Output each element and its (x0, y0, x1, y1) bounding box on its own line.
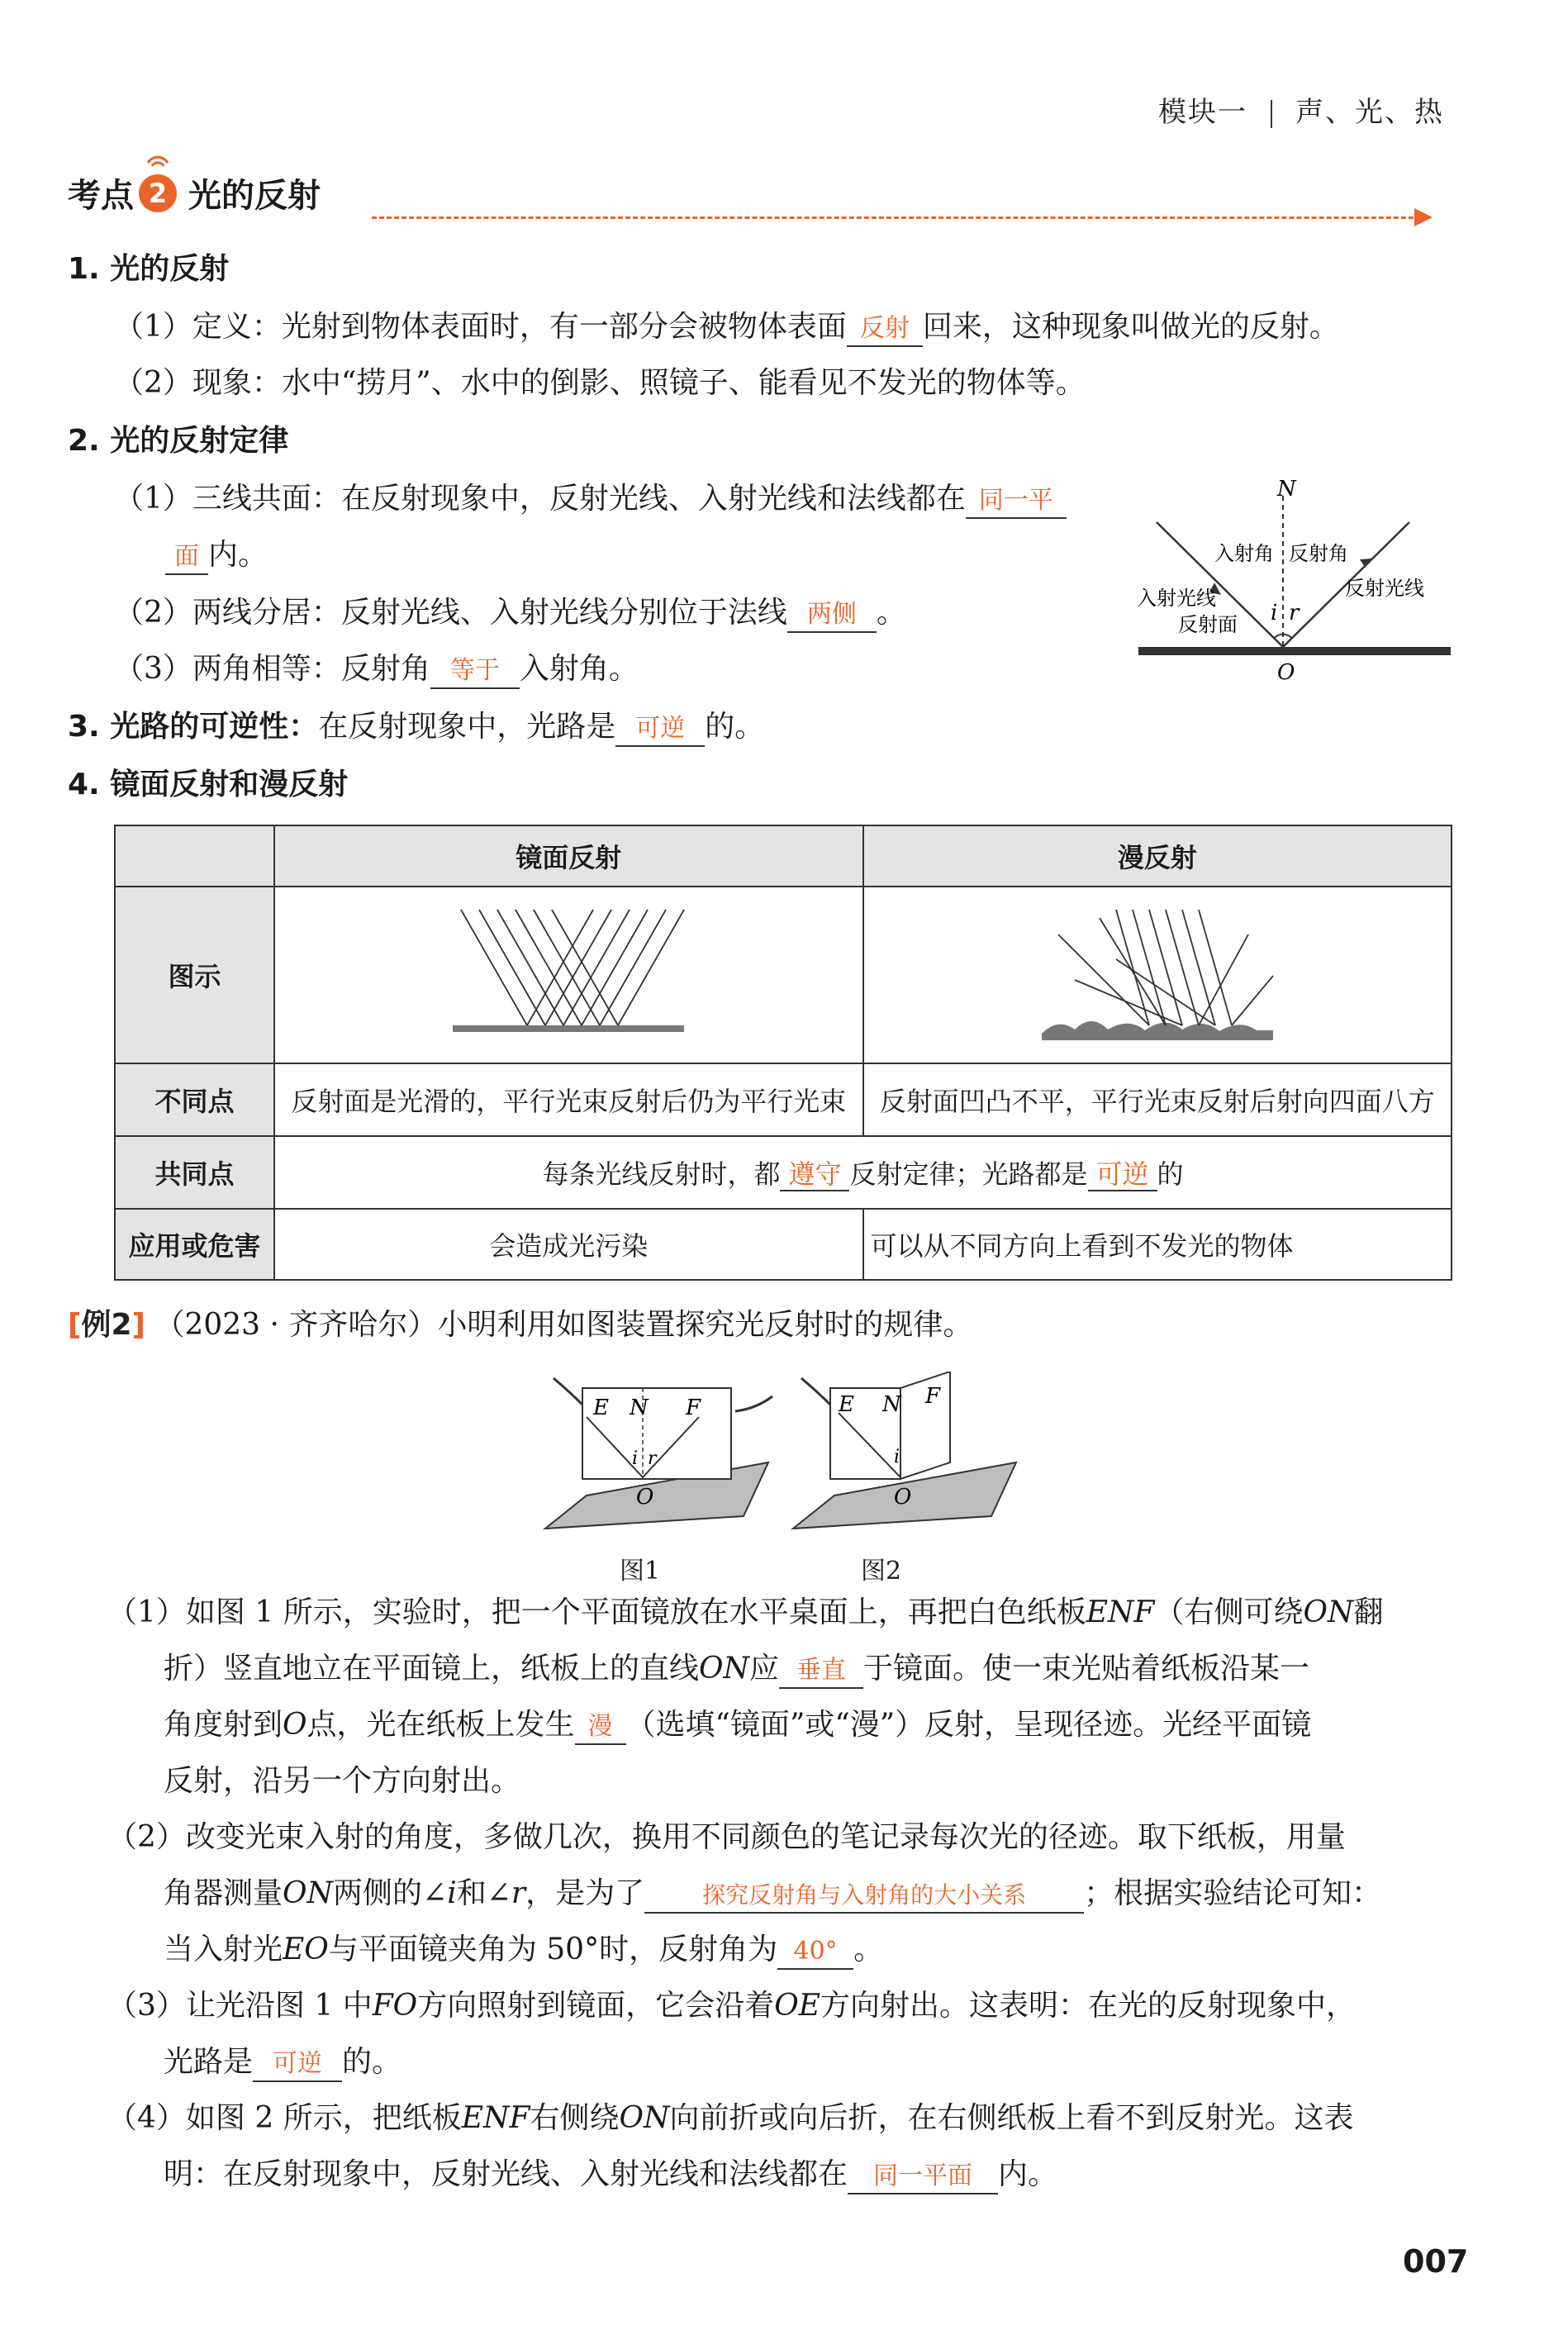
angle-i-label: i (1271, 601, 1278, 625)
q2-line1: （2）改变光束入射的角度，多做几次，换用不同颜色的笔记录每次光的径迹。取下纸板，用量 (107, 1820, 1346, 1854)
incident-angle-label: 入射角 (1214, 542, 1274, 565)
section-name: 光的反射 (188, 177, 321, 215)
title-arrow-icon (1414, 208, 1433, 226)
answer-blank: 漫 (575, 1710, 626, 1745)
answer-blank: 可逆 (615, 712, 705, 747)
answer-blank: 同一平面 (848, 2160, 998, 2194)
table-row (115, 825, 1452, 887)
reflect-ray-label: 反射光线 (1345, 577, 1424, 600)
normal-label: N (1277, 479, 1296, 502)
answer-blank: 探究反射角与入射角的大小关系 (644, 1879, 1084, 1914)
item1-phenomena: （2）现象：水中“捞月”、水中的倒影、照镜子、能看见不发光的物体等。 (114, 366, 1086, 400)
point-o-label: O (1277, 660, 1295, 685)
answer-blank: 可逆 (253, 2047, 342, 2082)
item4-title: 4. 镜面反射和漫反射 (68, 768, 349, 801)
example-source: （2023 · 齐齐哈尔） (154, 1308, 438, 1342)
table-row (115, 1209, 1452, 1280)
use-specular: 会造成光污染 (274, 1209, 863, 1280)
table-row (115, 887, 1452, 1063)
section-number-badge: 2 (139, 174, 177, 212)
experiment-figures (537, 1372, 1033, 1537)
reflect-angle-label: 反射角 (1289, 542, 1348, 565)
running-header (1158, 89, 1444, 130)
item2-title: 2. 光的反射定律 (68, 424, 289, 458)
answer-blank: 等于 (430, 654, 520, 689)
q2-line2: 角器测量ON两侧的∠i和∠r，是为了 探究反射角与入射角的大小关系 ；根据实验结论可知： (164, 1874, 1381, 1914)
q3-line1: （3）让光沿图 1 中FO方向照射到镜面，它会沿着OE方向射出。这表明：在光的反射现象中， (107, 1989, 1357, 2023)
specular-diagram-cell (274, 887, 863, 1063)
hand-right-icon (735, 1396, 772, 1411)
title-dashed-line (372, 216, 1421, 219)
answer-blank: 同一平 (966, 484, 1067, 519)
answer-blank: 遵守 (780, 1158, 849, 1191)
q1-line3: 角度射到O点，光在纸板上发生 漫 （选填“镜面”或“漫”）反射，呈现径迹。光经平面镜 (164, 1705, 1311, 1745)
table-corner (115, 825, 274, 887)
page-number: 007 (1403, 2243, 1469, 2280)
example-tag: [例2] (68, 1308, 145, 1342)
answer-blank: 40° (777, 1935, 853, 1970)
label-f: F (686, 1396, 701, 1420)
header-divider (1271, 100, 1272, 128)
common-cell: 每条光线反射时，都 遵守 反射定律；光路都是 可逆 的 (274, 1136, 1452, 1209)
surface-label: 反射面 (1178, 613, 1238, 636)
angle-r-label: r (1289, 601, 1300, 625)
figure-1-caption: 图1 (620, 1557, 661, 1586)
q4-line2: 明：在反射现象中，反射光线、入射光线和法线都在 同一平面 内。 (164, 2155, 1057, 2194)
reflection-comparison-table (114, 825, 1452, 1281)
label-n: N (630, 1396, 649, 1420)
item1-definition: （1）定义：光射到物体表面时，有一部分会被物体表面 反射 回来，这种现象叫做光的反射。 (114, 307, 1339, 347)
item2-angles: （3）两角相等：反射角 等于 入射角。 (114, 649, 639, 689)
q3-line2: 光路是 可逆 的。 (164, 2042, 402, 2082)
label-i-2: i (894, 1447, 900, 1467)
signal-icon (144, 151, 172, 171)
smooth-surface (453, 1025, 684, 1032)
example-text: 小明利用如图装置探究光反射时的规律。 (437, 1308, 973, 1342)
table-row (115, 1136, 1452, 1209)
row-diff-label: 不同点 (115, 1063, 274, 1136)
item2-coplanar-cont: 面 内。 (165, 535, 268, 575)
answer-blank: 面 (165, 540, 208, 575)
specular-reflection-diagram (436, 901, 701, 1042)
table-row (115, 1063, 1452, 1136)
q4-line1: （4）如图 2 所示，把纸板ENF右侧绕ON向前折或向后折，在右侧纸板上看不到反射光。这表 (107, 2101, 1354, 2135)
specular-rays (461, 910, 684, 1025)
diffuse-diagram-cell (863, 887, 1452, 1063)
row-use-label: 应用或危害 (115, 1209, 274, 1280)
label-r: r (648, 1448, 657, 1469)
incident-ray-label: 入射光线 (1137, 587, 1216, 610)
label-i: i (632, 1448, 639, 1469)
col-specular: 镜面反射 (274, 825, 863, 887)
rough-surface (1042, 1021, 1273, 1040)
col-diffuse: 漫反射 (863, 825, 1452, 887)
use-diffuse: 可以从不同方向上看到不发光的物体 (863, 1209, 1452, 1280)
label-n-2: N (882, 1392, 901, 1417)
row-diagram-label: 图示 (115, 887, 274, 1063)
q1-line2: 折）竖直地立在平面镜上，纸板上的直线ON应 垂直 于镜面。使一束光贴着纸板沿某一 (164, 1649, 1309, 1689)
item3: 3. 光路的可逆性：在反射现象中，光路是 可逆 的。 (68, 707, 764, 747)
section-title (68, 169, 321, 216)
label-f-2: F (925, 1384, 941, 1409)
label-o-2: O (894, 1485, 912, 1510)
diff-specular: 反射面是光滑的，平行光束反射后仍为平行光束 (274, 1063, 863, 1136)
diffuse-rays (1058, 910, 1273, 1025)
answer-blank: 两侧 (787, 598, 877, 633)
item2-coplanar: （1）三线共面：在反射现象中，反射光线、入射光线和法线都在 同一平 (114, 479, 1067, 519)
example-heading (68, 1305, 972, 1345)
figure-1 (545, 1378, 772, 1529)
q1-line4: 反射，沿另一个方向射出。 (164, 1764, 521, 1798)
topic-label: 声、光、热 (1295, 96, 1444, 129)
figure-2 (793, 1372, 1016, 1529)
q2-line3: 当入射光EO与平面镜夹角为 50°时，反射角为 40° 。 (164, 1930, 883, 1970)
diff-diffuse: 反射面凹凸不平，平行光束反射后射向四面八方 (863, 1063, 1452, 1136)
section-prefix: 考点 (68, 177, 134, 215)
row-common-label: 共同点 (115, 1136, 274, 1209)
q1-line1: （1）如图 1 所示，实验时，把一个平面镜放在水平桌面上，再把白色纸板ENF（右侧可绕ON翻 (107, 1595, 1384, 1629)
hand-icon (801, 1378, 830, 1405)
reflection-law-diagram (1132, 479, 1454, 694)
label-e-2: E (839, 1392, 854, 1417)
item1-title: 1. 光的反射 (68, 252, 230, 286)
label-e: E (593, 1396, 609, 1420)
label-o: O (636, 1485, 654, 1510)
figure-2-caption: 图2 (861, 1557, 902, 1586)
module-label: 模块一 (1158, 96, 1247, 129)
answer-blank: 可逆 (1088, 1158, 1157, 1191)
hand-left-icon (554, 1378, 582, 1405)
item2-sides: （2）两线分居：反射光线、入射光线分别位于法线 两侧 。 (114, 593, 906, 633)
answer-blank: 反射 (847, 312, 923, 347)
diffuse-reflection-diagram (1025, 901, 1290, 1042)
answer-blank: 垂直 (779, 1654, 863, 1689)
